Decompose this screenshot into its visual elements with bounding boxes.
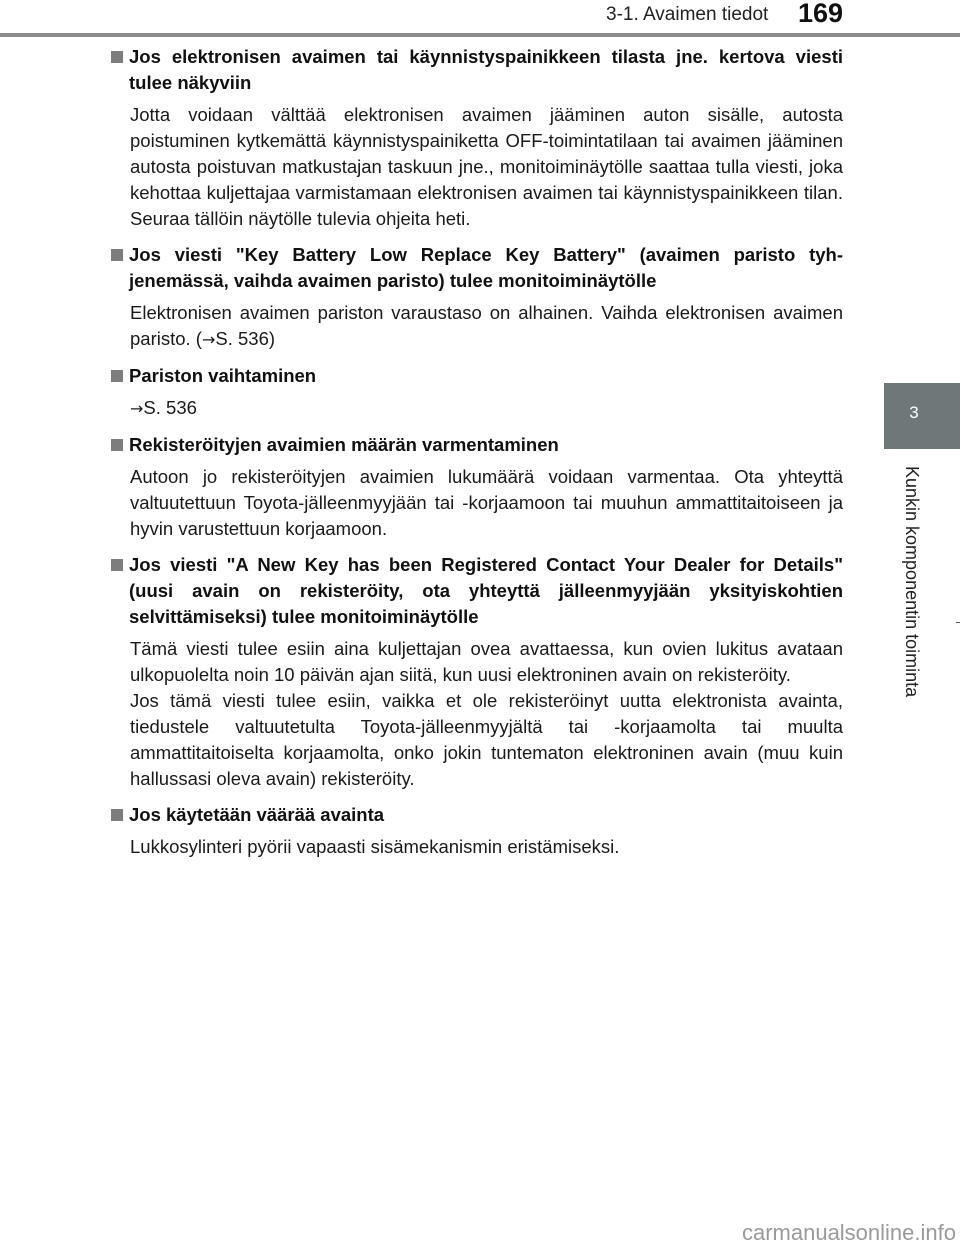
watermark: carmanualsonline.info — [741, 1220, 956, 1245]
section-battery-replacement — [107, 363, 843, 422]
section-heading-text: Jos viesti "Key Battery Low Replace Key Battery" (avaimen paristo tyhjenemässä, vaihda avaimen paristo) tulee monitoiminäytölle — [129, 244, 843, 291]
page-reference-link[interactable]: S. 536 — [143, 397, 197, 418]
arrow-right-icon: → — [130, 399, 144, 418]
section-wrong-key — [107, 802, 843, 860]
body-text: ) — [268, 328, 276, 349]
section-heading-text: Jos elektronisen avaimen tai käynnistyspainikkeen tilasta jne. kertova viesti tulee näkyviin — [129, 46, 843, 93]
arrow-right-icon: → — [201, 330, 216, 349]
chapter-number: 3 — [909, 403, 919, 422]
square-bullet-icon — [111, 809, 123, 821]
page-number: 169 — [798, 0, 844, 28]
section-message-display — [107, 44, 843, 232]
header-divider — [0, 33, 960, 37]
thumb-index-mark — [956, 622, 960, 623]
section-key-battery-low — [107, 242, 843, 353]
section-new-key-registered — [107, 552, 843, 792]
section-body — [107, 395, 843, 422]
section-heading — [107, 432, 843, 458]
square-bullet-icon — [111, 439, 123, 451]
square-bullet-icon — [111, 249, 123, 261]
section-body: Lukkosylinteri pyörii vapaasti sisämekanismin eristämiseksi. — [130, 836, 620, 857]
section-heading — [107, 242, 843, 294]
chapter-tab — [884, 383, 960, 449]
section-body: Autoon jo rekisteröityjen avaimien lukumäärä voidaan varmentaa. Ota yhteyttä valtuutettuun Toyota-jälleenmyyjään tai -korjaamoon tai muuhun ammattitaitoiseen ja hyvin varustettuun korjaamoon. — [130, 466, 843, 539]
section-heading — [107, 363, 843, 389]
page-reference-link[interactable]: S. 536 — [215, 328, 269, 349]
section-body — [107, 636, 843, 792]
section-heading — [107, 802, 843, 828]
body-paragraph: Jos tämä viesti tulee esiin, vaikka et ole rekisteröinyt uutta elektronista avainta, tiedustele valtuutetulta Toyota-jälleenmyyjältä tai -korjaamolta tai muulta ammattitaitoiselta korjaamolta, onko jokin tuntematon elektroninen avain (muu kuin hallussasi oleva avain) rekisteröity. — [130, 690, 843, 789]
square-bullet-icon — [111, 559, 123, 571]
square-bullet-icon — [111, 51, 123, 63]
body-text: Elektronisen avaimen pariston varaustaso on alhainen. Vaihda elektronisen avaimen paristo. ( — [130, 302, 843, 349]
square-bullet-icon — [111, 370, 123, 382]
section-heading — [107, 552, 843, 630]
section-registered-keys — [107, 432, 843, 542]
section-heading-text: Rekisteröityjen avaimien määrän varmentaminen — [129, 434, 559, 455]
section-heading-text: Jos käytetään väärää avainta — [129, 804, 385, 825]
section-body: Jotta voidaan välttää elektronisen avaimen jääminen auton sisälle, autosta poistuminen kytkemättä käynnistyspainiketta OFF-toimintatilaan tai avaimen jääminen autosta poistuvan matkustajan taskuun jne., monitoiminäytölle saattaa tulla viesti, joka kehottaa kuljettajaa varmistamaan elektronisen avaimen tai käynnistyspainikkeen tilan. Seuraa tällöin näytölle tulevia ohjeita heti. — [130, 104, 843, 229]
section-heading-text: Pariston vaihtaminen — [129, 365, 317, 386]
section-heading — [107, 44, 843, 96]
chapter-title: Kunkin komponentin toiminta — [902, 466, 922, 698]
header-section-title: 3-1. Avaimen tiedot — [606, 4, 769, 25]
section-body — [107, 300, 843, 353]
page-content — [107, 44, 843, 860]
section-heading-text: Jos viesti "A New Key has been Registered Contact Your Dealer for Details" (uusi avain on rekisteröity, ota yhteyttä jälleenmyyjään yksityiskohtien selvittämiseksi) tulee monitoiminäytölle — [129, 554, 843, 627]
body-paragraph: Tämä viesti tulee esiin aina kuljettajan ovea avattaessa, kun ovien lukitus avataan ulkopuolelta noin 10 päivän ajan siitä, kun uusi elektroninen avain on rekisteröity. — [130, 638, 843, 685]
